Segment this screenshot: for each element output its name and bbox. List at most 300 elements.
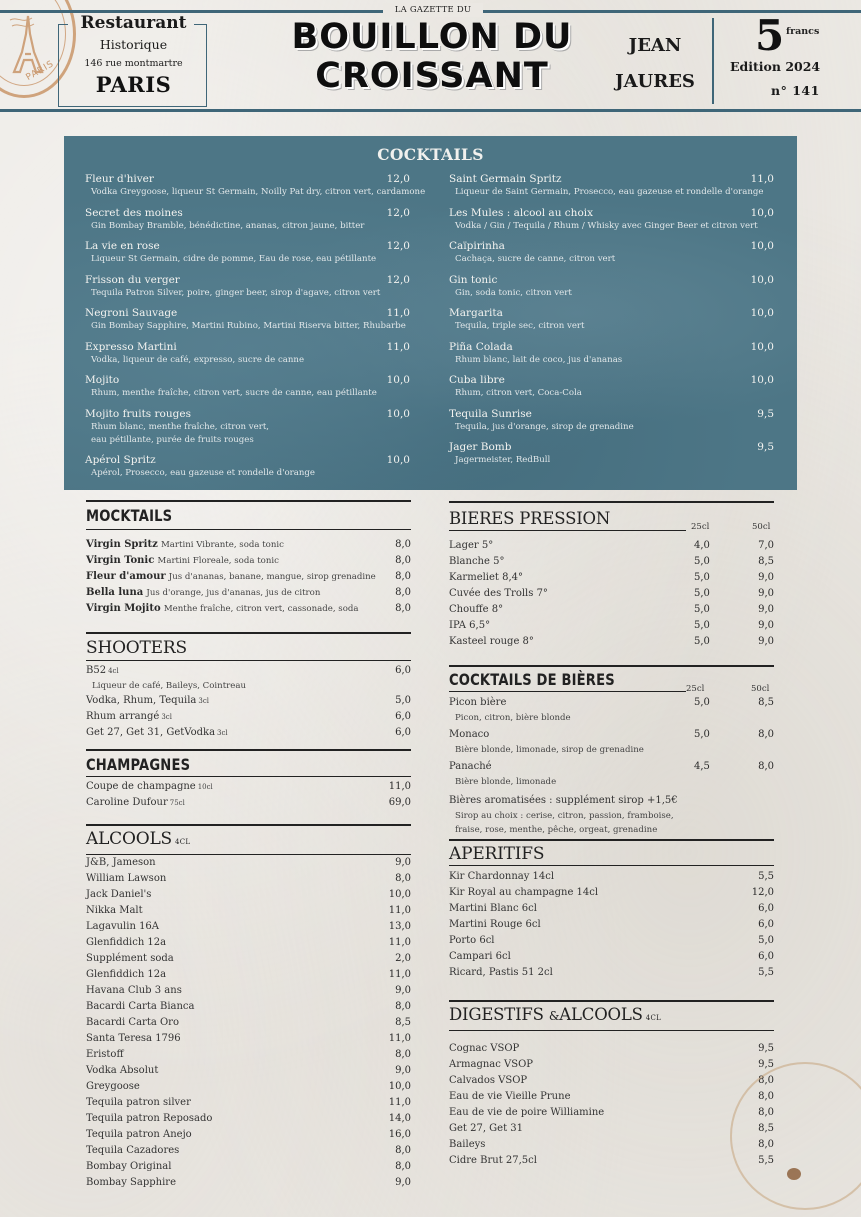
cocktail-price: 12,0 (386, 173, 410, 185)
cocktail-description: Tequila, triple sec, citron vert (455, 321, 585, 331)
item-name: Eau de vie Vieille Prune (449, 1091, 571, 1103)
item-price: 12,0 (751, 887, 774, 899)
price-25cl: 4,0 (694, 540, 710, 552)
cocktail-description: Vodka / Gin / Tequila / Rhum / Whisky avec Ginger Beer et citron vert (455, 220, 758, 231)
column-header-25cl: 25cl (686, 684, 705, 694)
item-name: Virgin Spritz (86, 539, 158, 551)
item-name: Panaché (449, 761, 492, 773)
item-name: Martini Blanc 6cl (449, 903, 537, 915)
item-price: 8,0 (395, 539, 411, 551)
item-name: Karmeliet 8,4° (449, 572, 524, 584)
cocktails-bieres-list (449, 695, 774, 789)
cocktail-price: 12,0 (386, 273, 410, 286)
item-name: Eristoff (86, 1049, 124, 1061)
item-name: Calvados VSOP (449, 1075, 528, 1087)
issue-number: n° 141 (771, 83, 820, 98)
digestifs-title-part2: ALCOOLS (559, 1005, 643, 1024)
stamp-text: PARIS (24, 59, 57, 83)
item-name: Get 27, Get 31, GetVodka (86, 727, 216, 739)
digestifs-title-amp: & (548, 1009, 560, 1023)
cocktail-name: Gin tonic (449, 273, 498, 286)
item-price: 6,0 (395, 665, 411, 677)
item-name: Cuvée des Trolls 7° (449, 588, 548, 600)
menu-item (449, 869, 774, 885)
menu-item (86, 871, 411, 887)
menu-item (86, 693, 411, 709)
price-25cl: 5,0 (694, 636, 710, 648)
item-price: 11,0 (388, 781, 411, 793)
menu-item (86, 919, 411, 935)
beer-item (449, 570, 774, 586)
cocktail-name: Negroni Sauvage (85, 307, 178, 319)
mocktail-item (86, 585, 411, 601)
item-name: Picon bière (449, 697, 507, 709)
cocktail-price: 10,0 (386, 374, 410, 386)
cocktail-price: 10,0 (386, 454, 410, 466)
item-name: Virgin Tonic (86, 555, 155, 567)
item-price: 8,0 (395, 587, 411, 599)
alcools-list (86, 855, 411, 1191)
section-rule (86, 529, 411, 530)
price-50cl: 9,0 (758, 636, 774, 648)
cocktails-section (64, 136, 797, 490)
price-50cl: 7,0 (758, 540, 774, 552)
cocktail-description: Cachaça, sucre de canne, citron vert (455, 254, 616, 264)
cocktail-price: 11,0 (386, 340, 410, 353)
cocktail-item (449, 173, 774, 199)
item-name: Campari 6cl (449, 951, 511, 963)
section-rule (449, 1000, 774, 1002)
restaurant-subtitle: Historique (99, 37, 168, 52)
item-price: 8,0 (395, 1001, 411, 1013)
item-name: Rhum arrangé (86, 711, 160, 723)
menu-item (449, 933, 774, 949)
item-name: Kir Royal au champagne 14cl (449, 887, 599, 899)
item-volume: 3cl (217, 729, 228, 738)
item-name: Blanche 5° (449, 556, 505, 568)
item-name: Greygoose (86, 1081, 140, 1093)
menu-item (449, 901, 774, 917)
item-name: Nikka Malt (86, 905, 143, 917)
menu-item (86, 725, 411, 741)
beer-item (449, 538, 774, 554)
cocktail-item (449, 374, 774, 400)
item-price: 6,0 (758, 903, 774, 915)
price-25cl: 5,0 (694, 697, 710, 709)
item-name: Bacardi Carta Oro (86, 1017, 179, 1029)
cocktail-description: Rhum blanc, lait de coco, jus d'ananas (455, 354, 623, 365)
digestifs-section (449, 1000, 774, 1169)
item-price: 8,0 (758, 1107, 774, 1119)
cocktail-description: Liqueur de Saint Germain, Prosecco, eau gazeuse et rondelle d'orange (455, 187, 764, 197)
item-price: 6,0 (395, 711, 411, 723)
cocktail-description: Apérol, Prosecco, eau gazeuse et rondelle d'orange (91, 468, 315, 478)
item-description: Jus d'orange, jus d'ananas, jus de citron (146, 588, 321, 599)
menu-item (449, 1137, 774, 1153)
price-50cl: 8,5 (758, 697, 774, 709)
alcools-unit: 4CL (174, 838, 191, 846)
cocktail-name: Jager Bomb (449, 441, 512, 453)
cocktails-left-column (85, 173, 426, 488)
cocktail-description: Tequila, jus d'orange, sirop de grenadine (455, 421, 634, 432)
bieres-pression-list (449, 538, 774, 650)
item-volume: 10cl (197, 783, 213, 792)
cocktail-name: Caïpirinha (449, 240, 505, 252)
mocktails-section (86, 500, 411, 617)
cocktail-name: La vie en rose (85, 240, 160, 252)
cocktail-item (449, 408, 774, 434)
item-price: 9,5 (758, 1043, 774, 1055)
price-25cl: 5,0 (694, 572, 710, 584)
digestifs-title-part1: DIGESTIFS (449, 1005, 544, 1024)
item-name: Tequila patron Anejo (86, 1129, 192, 1141)
item-description: Martini Floreale, soda tonic (157, 556, 279, 567)
item-name: Kir Chardonnay 14cl (449, 871, 555, 883)
item-price: 11,0 (388, 937, 411, 949)
section-title-alcools (86, 828, 411, 853)
cocktail-item (449, 441, 774, 467)
cocktail-price: 10,0 (750, 307, 774, 319)
item-price: 2,0 (395, 953, 411, 965)
cocktail-item (85, 207, 410, 233)
section-title-shooters: SHOOTERS (86, 638, 187, 658)
cocktail-price: 11,0 (750, 173, 774, 185)
item-price: 9,0 (395, 1065, 411, 1077)
section-rule (449, 691, 686, 692)
menu-item (86, 663, 411, 679)
section-rule (86, 632, 411, 634)
cocktail-item (449, 240, 774, 266)
note-line-2: fraise, rose, menthe, pêche, orgeat, grenadine (455, 825, 658, 836)
price-25cl: 5,0 (694, 620, 710, 632)
header-vertical-divider (712, 18, 714, 104)
cocktail-name: Tequila Sunrise (449, 407, 532, 420)
beer-item (449, 602, 774, 618)
cocktail-price: 10,0 (750, 240, 774, 252)
price-50cl: 9,0 (758, 572, 774, 584)
item-description: Liqueur de café, Baileys, Cointreau (92, 681, 247, 692)
item-name: Glenfiddich 12a (86, 937, 167, 949)
cocktail-price: 10,0 (750, 206, 774, 219)
item-name: Virgin Mojito (86, 603, 161, 615)
cocktail-name: Apérol Spritz (85, 454, 156, 466)
cocktail-name: Saint Germain Spritz (449, 173, 562, 185)
menu-item (449, 965, 774, 981)
column-header-50cl: 50cl (751, 684, 770, 694)
item-description: Martini Vibrante, soda tonic (160, 540, 284, 551)
menu-item (449, 1121, 774, 1137)
menu-item (86, 999, 411, 1015)
column-header-50cl: 50cl (752, 522, 771, 532)
cocktail-item (85, 341, 410, 367)
item-name: J&B, Jameson (86, 857, 156, 869)
menu-item (86, 903, 411, 919)
item-price: 8,0 (395, 603, 411, 615)
menu-item (86, 935, 411, 951)
mocktail-item (86, 537, 411, 553)
cocktail-price: 9,5 (757, 407, 774, 420)
item-name: B52 (86, 665, 107, 677)
price-50cl: 9,0 (758, 588, 774, 600)
item-name: IPA 6,5° (449, 620, 491, 632)
item-name: Havana Club 3 ans (86, 985, 182, 997)
item-description: Jus d'ananas, banane, mangue, sirop grenadine (168, 572, 376, 583)
item-price: 5,0 (395, 695, 411, 707)
menu-item (86, 983, 411, 999)
item-name: Santa Teresa 1796 (86, 1033, 181, 1045)
brand-title (284, 18, 580, 96)
item-name: Ricard, Pastis 51 2cl (449, 967, 553, 979)
item-name: Lagavulin 16A (86, 921, 160, 933)
menu-item (449, 917, 774, 933)
item-price: 16,0 (388, 1129, 411, 1141)
item-price: 8,0 (395, 1049, 411, 1061)
menu-item (86, 1143, 411, 1159)
cocktails-right-column (449, 173, 774, 475)
item-name: Monaco (449, 729, 490, 741)
section-title-digestifs (449, 1004, 774, 1029)
item-price: 69,0 (388, 797, 411, 809)
note-title: Bières aromatisées : supplément sirop +1,5€ (449, 795, 678, 807)
price-25cl: 5,0 (694, 588, 710, 600)
cocktail-name: Margarita (449, 307, 503, 319)
menu-item (449, 1041, 774, 1057)
cocktail-name: Piña Colada (449, 340, 513, 353)
item-price: 9,5 (758, 1059, 774, 1071)
menu-item (86, 1047, 411, 1063)
menu-item (86, 1015, 411, 1031)
section-title-cocktails: COCKTAILS (377, 145, 484, 164)
menu-item (449, 1073, 774, 1089)
item-description: Picon, citron, bière blonde (455, 713, 571, 724)
item-price: 9,0 (395, 857, 411, 869)
menu-item (86, 1175, 411, 1191)
cocktail-item (85, 274, 410, 300)
menu-item (449, 949, 774, 965)
cocktail-price: 12,0 (386, 206, 410, 219)
item-price: 11,0 (388, 969, 411, 981)
item-name: Tequila Cazadores (86, 1145, 180, 1157)
section-title-mocktails: MOCKTAILS (86, 506, 173, 525)
section-rule (449, 839, 774, 841)
beer-item (449, 759, 774, 775)
beer-item (449, 554, 774, 570)
price-25cl: 5,0 (694, 729, 710, 741)
menu-item (86, 1031, 411, 1047)
item-price: 5,0 (758, 935, 774, 947)
item-price: 6,0 (395, 727, 411, 739)
cocktail-name: Fleur d'hiver (85, 173, 154, 185)
item-price: 10,0 (388, 889, 411, 901)
cocktail-description: eau pétillante, purée de fruits rouges (91, 434, 254, 445)
item-price: 9,0 (395, 1177, 411, 1189)
section-title-aperitifs: APERITIFS (449, 844, 545, 864)
menu-item (86, 795, 411, 811)
alcools-section (86, 824, 411, 1191)
item-name: Coupe de champagne (86, 781, 196, 793)
item-name: William Lawson (86, 873, 167, 885)
section-rule (449, 865, 774, 866)
item-name: Tequila patron silver (86, 1097, 191, 1109)
cocktail-price: 9,5 (757, 441, 774, 453)
mocktail-item (86, 553, 411, 569)
price-50cl: 8,0 (758, 729, 774, 741)
issue-price: 5 (755, 11, 785, 60)
price-50cl: 9,0 (758, 604, 774, 616)
menu-item (86, 1095, 411, 1111)
cocktail-description: Jagermeister, RedBull (455, 455, 551, 465)
section-title-cocktails-bieres: COCKTAILS DE BIÈRES (449, 670, 615, 689)
beer-item (449, 586, 774, 602)
section-rule (86, 824, 411, 826)
item-name: Porto 6cl (449, 935, 495, 947)
item-name: Bella luna (86, 587, 144, 599)
menu-item (449, 1089, 774, 1105)
cocktail-description: Rhum, citron vert, Coca-Cola (455, 388, 582, 398)
item-price: 6,0 (758, 951, 774, 963)
aperitifs-section (449, 839, 774, 981)
aromatised-beer-note (449, 793, 774, 809)
cocktail-item (449, 207, 774, 233)
cocktail-name: Les Mules : alcool au choix (449, 206, 594, 219)
item-price: 9,0 (395, 985, 411, 997)
note-line-1: Sirop au choix : cerise, citron, passion, framboise, (455, 811, 674, 822)
item-name: Kasteel rouge 8° (449, 636, 534, 648)
price-50cl: 8,5 (758, 556, 774, 568)
cocktail-item (85, 374, 410, 400)
item-name: Supplément soda (86, 953, 174, 965)
item-name: Bacardi Carta Bianca (86, 1001, 195, 1013)
cocktail-price: 10,0 (750, 340, 774, 353)
cocktail-description: Gin, soda tonic, citron vert (455, 287, 572, 298)
section-rule (449, 501, 774, 503)
menu-item (86, 1079, 411, 1095)
digestifs-list (449, 1041, 774, 1169)
section-rule (86, 749, 411, 751)
cocktail-name: Cuba libre (449, 374, 505, 386)
cocktail-description: Vodka Greygoose, liqueur St Germain, Noilly Pat dry, citron vert, cardamone (91, 187, 426, 197)
item-name: Bombay Original (86, 1161, 172, 1173)
cocktail-description: Tequila Patron Silver, poire, ginger beer, sirop d'agave, citron vert (91, 287, 381, 298)
item-price: 8,0 (395, 571, 411, 583)
item-price: 11,0 (388, 1033, 411, 1045)
edition-label: Edition 2024 (730, 59, 821, 74)
item-description: Bière blonde, limonade, sirop de grenadine (455, 745, 644, 756)
item-name: Bombay Sapphire (86, 1177, 176, 1189)
item-name: Jack Daniel's (86, 889, 152, 901)
header-bottom-rule (0, 109, 861, 112)
location-line-2: JAURES (615, 71, 695, 92)
cocktail-description: Rhum, menthe fraîche, citron vert, sucre de canne, eau pétillante (91, 388, 377, 398)
item-price: 10,0 (388, 1081, 411, 1093)
price-25cl: 5,0 (694, 556, 710, 568)
item-volume: 3cl (198, 697, 209, 706)
mocktails-list (86, 537, 411, 617)
cocktail-price: 10,0 (750, 374, 774, 386)
item-volume: 3cl (161, 713, 172, 722)
menu-item (86, 779, 411, 795)
item-name: Armagnac VSOP (449, 1059, 534, 1071)
cocktail-name: Secret des moines (85, 206, 183, 219)
item-name: Caroline Dufour (86, 797, 168, 809)
cocktail-item (85, 408, 410, 447)
section-rule (86, 776, 411, 777)
menu-item (86, 887, 411, 903)
item-price: 5,5 (758, 871, 774, 883)
cocktails-bieres-section (449, 665, 774, 837)
brand-line-2: CROISSANT (315, 56, 549, 96)
location-name (600, 28, 710, 100)
item-price: 8,0 (758, 1091, 774, 1103)
cocktail-item (85, 307, 410, 333)
cocktail-description: Gin Bombay Bramble, bénédictine, ananas, citron jaune, bitter (91, 220, 365, 231)
cocktail-description: Rhum blanc, menthe fraîche, citron vert, (91, 421, 270, 432)
shooters-section (86, 632, 411, 741)
cocktail-item (449, 341, 774, 367)
item-price: 13,0 (388, 921, 411, 933)
cocktail-name: Frisson du verger (85, 273, 180, 286)
menu-item (449, 1057, 774, 1073)
menu-item (86, 951, 411, 967)
menu-item (86, 1159, 411, 1175)
column-header-25cl: 25cl (691, 522, 710, 532)
menu-item (86, 709, 411, 725)
menu-item (86, 1111, 411, 1127)
item-price: 5,5 (758, 1155, 774, 1167)
section-rule (86, 660, 411, 661)
menu-item (86, 967, 411, 983)
mocktail-item (86, 601, 411, 617)
item-price: 14,0 (388, 1113, 411, 1125)
shooters-list (86, 663, 411, 741)
restaurant-city: PARIS (95, 72, 172, 97)
cocktail-item (85, 173, 426, 199)
cocktail-item (449, 274, 774, 300)
menu-item (86, 1063, 411, 1079)
cocktail-price: 11,0 (386, 307, 410, 319)
coffee-drop-stain (787, 1168, 801, 1180)
menu-item (86, 1127, 411, 1143)
item-price: 8,0 (395, 1145, 411, 1157)
item-name: Lager 5° (449, 540, 494, 552)
item-name: Baileys (449, 1139, 486, 1151)
section-rule (449, 1030, 774, 1031)
location-line-1: JEAN (628, 35, 682, 56)
mocktail-item (86, 569, 411, 585)
restaurant-info-box (58, 13, 207, 107)
section-rule (449, 665, 774, 667)
cocktail-name: Mojito (85, 374, 120, 386)
item-name: Eau de vie de poire Williamine (449, 1107, 605, 1119)
section-title-champagnes: CHAMPAGNES (86, 755, 191, 774)
cocktail-price: 10,0 (386, 407, 410, 420)
price-50cl: 8,0 (758, 761, 774, 773)
item-name: Cognac VSOP (449, 1043, 520, 1055)
item-description: Menthe fraîche, citron vert, cassonade, soda (163, 604, 359, 615)
item-price: 8,0 (758, 1075, 774, 1087)
item-price: 8,0 (758, 1139, 774, 1151)
issue-price-unit: francs (786, 26, 820, 37)
price-25cl: 5,0 (694, 604, 710, 616)
item-volume: 4cl (108, 667, 119, 676)
item-price: 8,0 (395, 873, 411, 885)
restaurant-address: 146 rue montmartre (84, 58, 183, 69)
cocktail-item (449, 307, 774, 333)
menu-item (86, 855, 411, 871)
item-price: 5,5 (758, 967, 774, 979)
item-name: Chouffe 8° (449, 604, 504, 616)
gazette-label: LA GAZETTE DU (383, 3, 483, 17)
